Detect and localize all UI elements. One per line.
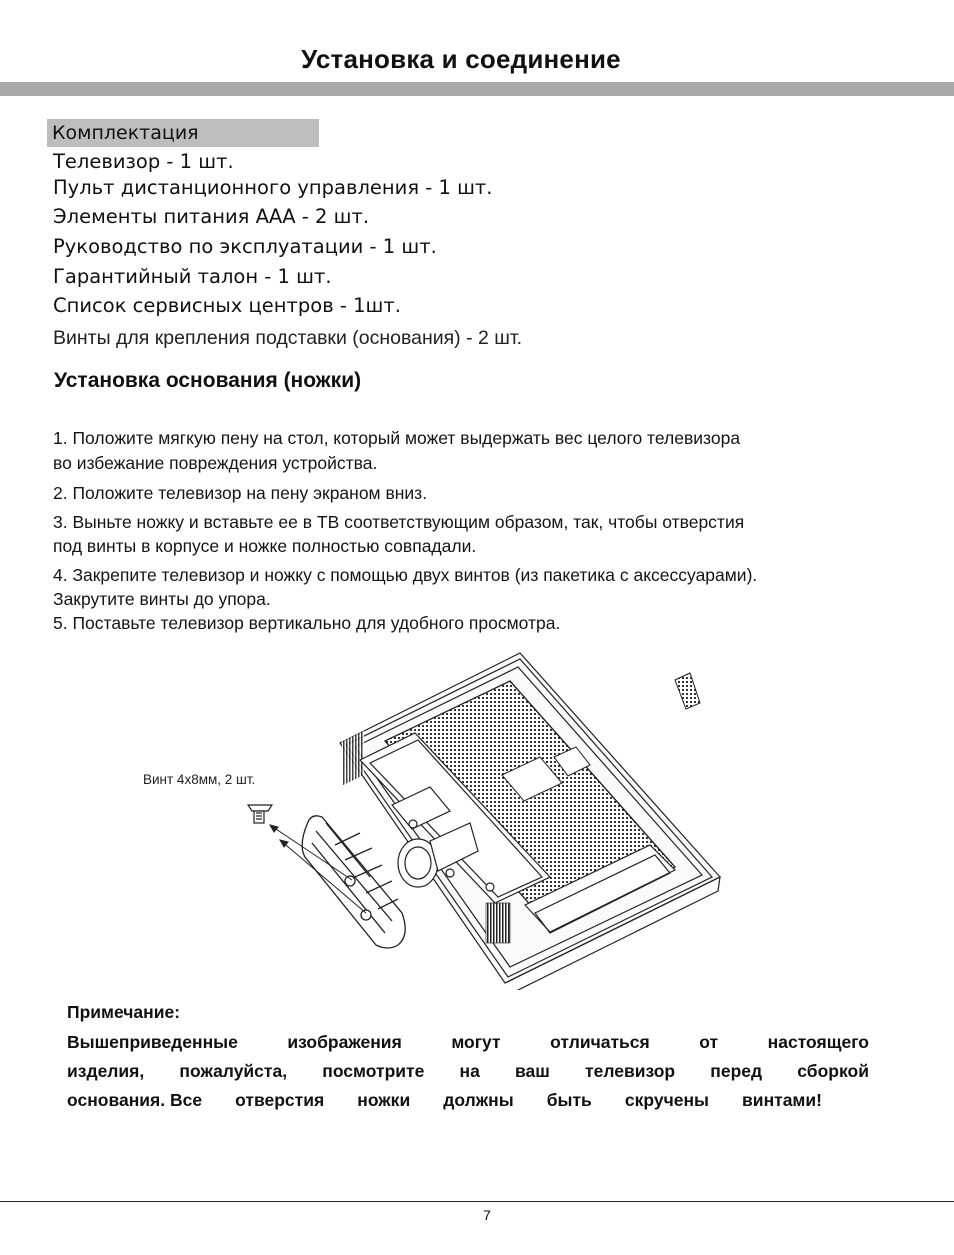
note-word: пожалуйста, xyxy=(179,1061,288,1081)
note-word: на xyxy=(459,1061,480,1081)
note-word: сборкой xyxy=(797,1061,869,1081)
note-word: ножки xyxy=(357,1090,411,1110)
kit-item: Руководство по эксплуатации - 1 шт. xyxy=(53,235,437,258)
step-line: 2. Положите телевизор на пену экраном вниз. xyxy=(53,483,428,503)
step-line: 4. Закрепите телевизор и ножку с помощью двух винтов (из пакетика с аксессуарами). xyxy=(53,565,758,585)
note-word: Вышеприведенные xyxy=(67,1032,238,1052)
note-body xyxy=(67,1028,869,1115)
title-divider-bar xyxy=(0,82,954,96)
page-title: Установка и соединение xyxy=(301,44,621,74)
note-line xyxy=(67,1028,869,1057)
vent-right xyxy=(486,903,510,943)
step-line: 3. Выньте ножку и вставьте ее в ТВ соответствующим образом, так, чтобы отверстия xyxy=(53,512,745,532)
note-word: перед xyxy=(710,1061,763,1081)
note-word: должны xyxy=(443,1090,514,1110)
screw-label: Винт 4x8мм, 2 шт. xyxy=(143,772,256,787)
kit-item: Пульт дистанционного управления - 1 шт. xyxy=(53,176,493,199)
step-line: Закрутите винты до упора. xyxy=(53,589,271,609)
note-line xyxy=(67,1086,822,1115)
screw-icon xyxy=(248,805,272,823)
page-number: 7 xyxy=(483,1207,491,1223)
note-word: винтами! xyxy=(742,1090,822,1110)
step-line: 5. Поставьте телевизор вертикально для удобного просмотра. xyxy=(53,613,561,633)
vent-left xyxy=(342,731,364,786)
install-heading: Установка основания (ножки) xyxy=(54,369,362,392)
note-word: отличаться xyxy=(550,1032,650,1052)
kit-item: Телевизор - 1 шт. xyxy=(53,150,234,173)
note-word: от xyxy=(699,1032,719,1052)
stand-base xyxy=(302,816,405,948)
note-word: основания. Все xyxy=(67,1090,203,1110)
note-word: изделия, xyxy=(67,1061,145,1081)
note-word: могут xyxy=(451,1032,501,1052)
note-word: изображения xyxy=(287,1032,402,1052)
note-line xyxy=(67,1057,869,1086)
kit-item: Винты для крепления подставки (основания) - 2 шт. xyxy=(53,327,523,349)
note-word: отверстия xyxy=(235,1090,325,1110)
note-word: скручены xyxy=(624,1090,709,1110)
note-word: телевизор xyxy=(585,1061,676,1081)
kit-item: Список сервисных центров - 1шт. xyxy=(53,294,401,317)
kit-item: Гарантийный талон - 1 шт. xyxy=(53,265,332,288)
step-line: 1. Положите мягкую пену на стол, который может выдержать вес целого телевизора xyxy=(53,428,741,448)
kit-section-label: Комплектация xyxy=(47,119,319,147)
step-line: во избежание повреждения устройства. xyxy=(53,453,378,473)
note-word: посмотрите xyxy=(322,1061,425,1081)
note-title: Примечание: xyxy=(67,1002,181,1022)
kit-item: Элементы питания ААА - 2 шт. xyxy=(53,205,370,228)
note-word: настоящего xyxy=(767,1032,869,1052)
note-word: ваш xyxy=(514,1061,550,1081)
note-word: быть xyxy=(546,1090,592,1110)
footer-divider xyxy=(0,1201,954,1202)
stand-assembly-illustration xyxy=(130,645,730,990)
step-line: под винты в корпусе и ножке полностью совпадали. xyxy=(53,536,477,556)
